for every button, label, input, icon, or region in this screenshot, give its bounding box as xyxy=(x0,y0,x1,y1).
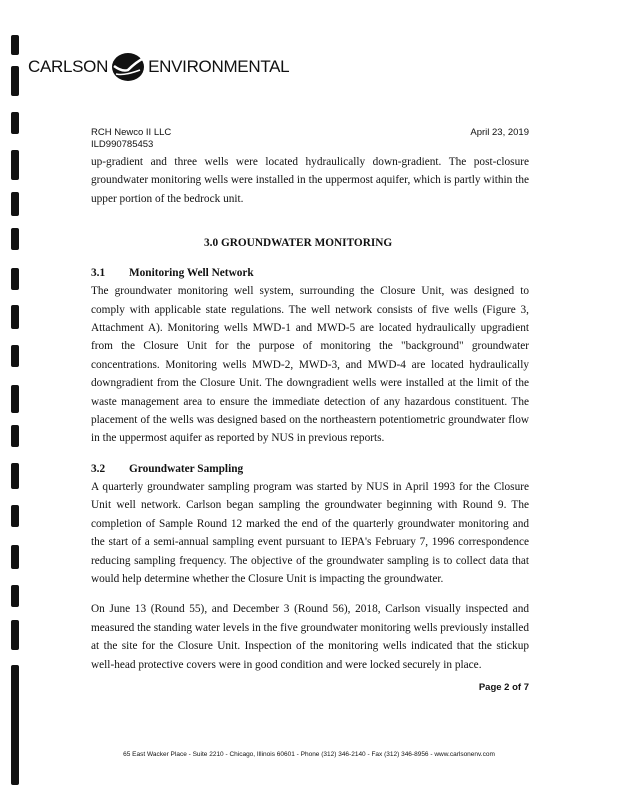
letter-body xyxy=(91,153,529,694)
footer-address: 65 East Wacker Place - Suite 2210 - Chicago, Illinois 60601 - Phone (312) 346-2140 - Fax (312) 346-8956 - www.carlsonenv.com xyxy=(123,751,495,758)
subsection-title: Monitoring Well Network xyxy=(129,267,254,280)
subsection-3-1-heading xyxy=(91,264,529,282)
subsection-3-2-heading xyxy=(91,460,529,478)
subsection-title: Groundwater Sampling xyxy=(129,462,244,475)
intro-paragraph: up-gradient and three wells were located hydraulically down-gradient. The post-closure groundwater monitoring wells were installed in the uppermost aquifer, which is partly within the upper portion of the bedrock unit. xyxy=(91,156,529,205)
recipient-company: RCH Newco II LLC xyxy=(91,127,172,138)
logo-text-right: ENVIRONMENTAL xyxy=(148,57,290,76)
subsection-3-2-body: A quarterly groundwater sampling program was started by NUS in April 1993 for the Closure Unit well network. Carlson began sampling the groundwater beginning with Round 9. The completion of Sample Round 12 marked the end of the quarterly groundwater monitoring and the start of a semi-annual sampling event pursuant to IEPA's February 7, 1996 correspondence reducing sampling frequency. The objective of the groundwater sampling is to collect data that would help determine whether the Closure Unit is impacting the groundwater. xyxy=(91,480,529,585)
facility-id: ILD990785453 xyxy=(91,139,154,150)
logo-text-left: CARLSON xyxy=(28,57,109,76)
subsection-number: 3.2 xyxy=(91,462,106,475)
subsection-3-2-body-2: On June 13 (Round 55), and December 3 (Round 56), 2018, Carlson visually inspected and measured the standing water levels in the five groundwater monitoring wells previously installed at the site for the Closure Unit. Inspection of the monitoring wells indicated that the stickup well-head protective covers were in good condition and were locked securely in place. xyxy=(91,603,529,671)
logo-globe-icon xyxy=(110,52,146,82)
subsection-number: 3.1 xyxy=(91,267,106,280)
company-logo xyxy=(28,52,289,82)
page-number: Page 2 of 7 xyxy=(478,681,529,693)
subsection-3-1-body: The groundwater monitoring well system, surrounding the Closure Unit, was designed to comply with applicable state regulations. The well network consists of five wells (Figure 3, Attachment A). Monitoring wells MWD-1 and MWD-5 are located hydraulically upgradient from the Closure Unit for the purpose of monitoring the "background" groundwater concentrations. Monitoring wells MWD-2, MWD-3, and MWD-4 are located hydraulically downgradient from the Closure Unit. The downgradient wells were installed at the limit of the waste management area to ensure the immediate detection of any hazardous constituent. The placement of the wells was designed based on the northeastern potentiometric groundwater flow in the uppermost aquifer as reported by NUS in previous reports. xyxy=(91,285,529,445)
section-heading: 3.0 GROUNDWATER MONITORING xyxy=(204,237,393,250)
letter-date: April 23, 2019 xyxy=(470,127,529,138)
